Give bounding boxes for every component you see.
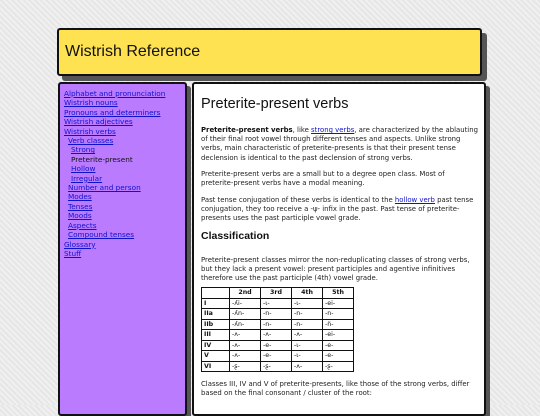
table-cell: -e- bbox=[261, 340, 292, 351]
classification-heading: Classification bbox=[201, 230, 270, 242]
table-row-header: I bbox=[202, 298, 230, 309]
table-cell: -n- bbox=[261, 309, 292, 320]
table-row bbox=[202, 351, 354, 362]
site-header bbox=[57, 28, 482, 76]
table-cell: -n- bbox=[292, 319, 323, 330]
table-cell: -ι- bbox=[292, 351, 323, 362]
table-row bbox=[202, 298, 354, 309]
sidebar-item[interactable] bbox=[64, 127, 185, 136]
sidebar-link[interactable]: Modes bbox=[68, 192, 92, 202]
table-cell: -ʎn- bbox=[230, 319, 261, 330]
table-row-header: III bbox=[202, 330, 230, 341]
table-cell: -ei- bbox=[323, 298, 354, 309]
table-cell: -n- bbox=[323, 309, 354, 320]
past-tense-paragraph bbox=[201, 196, 478, 224]
table-cell: -n- bbox=[261, 319, 292, 330]
sidebar-link[interactable]: Wistrish verbs bbox=[64, 126, 116, 136]
table-cell: -ι- bbox=[292, 340, 323, 351]
table-row-header: IV bbox=[202, 340, 230, 351]
intro-paragraph bbox=[201, 126, 478, 163]
sidebar-nav bbox=[58, 82, 187, 416]
sidebar-item[interactable] bbox=[64, 249, 185, 258]
sidebar-item[interactable] bbox=[64, 192, 185, 201]
hollow-verb-link[interactable]: hollow verb bbox=[394, 196, 435, 204]
sidebar-item[interactable] bbox=[64, 98, 185, 107]
sidebar-item[interactable] bbox=[64, 108, 185, 117]
table-cell: -ʌ- bbox=[292, 330, 323, 341]
table-row-header: V bbox=[202, 351, 230, 362]
intro-text-before-link: , like bbox=[292, 126, 312, 134]
table-header-cell bbox=[202, 288, 230, 299]
table-cell: -n- bbox=[292, 309, 323, 320]
site-title[interactable]: Wistrish Reference bbox=[65, 43, 201, 60]
table-cell: -ʌ- bbox=[261, 330, 292, 341]
table-row bbox=[202, 361, 354, 372]
sidebar-link[interactable]: Strong bbox=[71, 145, 96, 155]
table-body bbox=[202, 298, 354, 372]
table-row-header: IIa bbox=[202, 309, 230, 320]
table-cell: -ʌ- bbox=[292, 361, 323, 372]
table-row-header: VI bbox=[202, 361, 230, 372]
sidebar-item[interactable] bbox=[64, 211, 185, 220]
sidebar-link[interactable]: Tenses bbox=[68, 201, 93, 211]
table-header-row bbox=[202, 288, 354, 299]
table-cell: -ʎi- bbox=[230, 298, 261, 309]
sidebar-item[interactable] bbox=[64, 117, 185, 126]
table-cell: -e- bbox=[323, 351, 354, 362]
sidebar-item[interactable] bbox=[64, 202, 185, 211]
intro-term: Preterite-present verbs bbox=[201, 126, 293, 134]
past-tense-text-before-link: Past tense conjugation of these verbs is identical to the bbox=[201, 196, 395, 204]
page-title: Preterite-present verbs bbox=[201, 96, 349, 112]
sidebar-link[interactable]: Wistrish nouns bbox=[64, 98, 118, 108]
table-header-cell: 3rd bbox=[261, 288, 292, 299]
sidebar-item[interactable] bbox=[64, 136, 185, 145]
sidebar-link[interactable]: Glossary bbox=[64, 239, 96, 249]
intro-text-after-link: , are characterized by the ablauting of their final root vowel through different tenses and aspects. Unlike strong verbs, main characteristic of preterite-presents is that their present tense declension is identical to the past declension of strong verbs. bbox=[201, 126, 478, 162]
main-content bbox=[192, 82, 486, 416]
table-row bbox=[202, 330, 354, 341]
strong-verbs-link[interactable]: strong verbs bbox=[311, 126, 355, 134]
sidebar-link[interactable]: Wistrish adjectives bbox=[64, 117, 133, 127]
table-row-header: IIb bbox=[202, 319, 230, 330]
table-row bbox=[202, 319, 354, 330]
table-cell: -ʌ- bbox=[230, 340, 261, 351]
table-row bbox=[202, 309, 354, 320]
table-header-cell: 5th bbox=[323, 288, 354, 299]
sidebar-item[interactable] bbox=[64, 240, 185, 249]
nav-list bbox=[60, 84, 185, 258]
sidebar-link[interactable]: Aspects bbox=[68, 220, 97, 230]
sidebar-current-item: Preterite-present bbox=[71, 154, 133, 164]
table-cell: -e- bbox=[261, 351, 292, 362]
sidebar-link[interactable]: Moods bbox=[68, 211, 92, 221]
sidebar-link[interactable]: Verb classes bbox=[68, 136, 114, 146]
classification-paragraph: Preterite-present classes mirror the non-reduplicating classes of strong verbs, but they lack a present vowel: present participles and agentive infinitives therefore use the past participle (4th) vowel grade. bbox=[201, 256, 470, 283]
table-cell: -n̈- bbox=[323, 319, 354, 330]
table-cell: -ʂ- bbox=[323, 361, 354, 372]
sidebar-link[interactable]: Pronouns and determiners bbox=[64, 107, 161, 117]
sidebar-item[interactable] bbox=[64, 183, 185, 192]
final-consonant-paragraph: Classes III, IV and V of preterite-presents, like those of the strong verbs, differ based on the final consonant / cluster of the root: bbox=[201, 380, 470, 398]
vowel-grade-table bbox=[201, 287, 354, 372]
modal-paragraph: Preterite-present verbs are a small but to a degree open class. Most of preterite-present verbs have a modal meaning. bbox=[201, 170, 445, 188]
sidebar-item[interactable] bbox=[64, 221, 185, 230]
sidebar-link[interactable]: Hollow bbox=[71, 164, 96, 174]
sidebar-item[interactable] bbox=[64, 164, 185, 173]
sidebar-item[interactable] bbox=[64, 174, 185, 183]
table-cell: -ʎn- bbox=[230, 309, 261, 320]
table-cell: -ι- bbox=[292, 298, 323, 309]
table-cell: -ʂ- bbox=[230, 361, 261, 372]
sidebar-link[interactable]: Number and person bbox=[68, 183, 141, 193]
sidebar-item[interactable] bbox=[64, 230, 185, 239]
sidebar-link[interactable]: Compound tenses bbox=[68, 230, 135, 240]
table-row bbox=[202, 340, 354, 351]
table-cell: -e- bbox=[323, 340, 354, 351]
sidebar-item bbox=[64, 155, 185, 164]
sidebar-link[interactable]: Alphabet and pronunciation bbox=[64, 89, 166, 98]
table-header-cell: 4th bbox=[292, 288, 323, 299]
table-header-cell: 2nd bbox=[230, 288, 261, 299]
sidebar-item[interactable] bbox=[64, 145, 185, 154]
table-cell: -ʂ- bbox=[261, 361, 292, 372]
table-cell: -ι- bbox=[261, 298, 292, 309]
sidebar-link[interactable]: Irregular bbox=[71, 173, 103, 183]
past-tense-text-after-link: past tense conjugation, they too receive a -ψ- infix in the past. Past tense of preterite-presents uses the past participle vowel grade. bbox=[201, 196, 474, 223]
table-cell: -ei- bbox=[323, 330, 354, 341]
table-cell: -ʌ- bbox=[230, 330, 261, 341]
sidebar-item[interactable] bbox=[64, 89, 185, 98]
table-cell: -ʌ- bbox=[230, 351, 261, 362]
sidebar-link[interactable]: Stuff bbox=[64, 248, 82, 258]
